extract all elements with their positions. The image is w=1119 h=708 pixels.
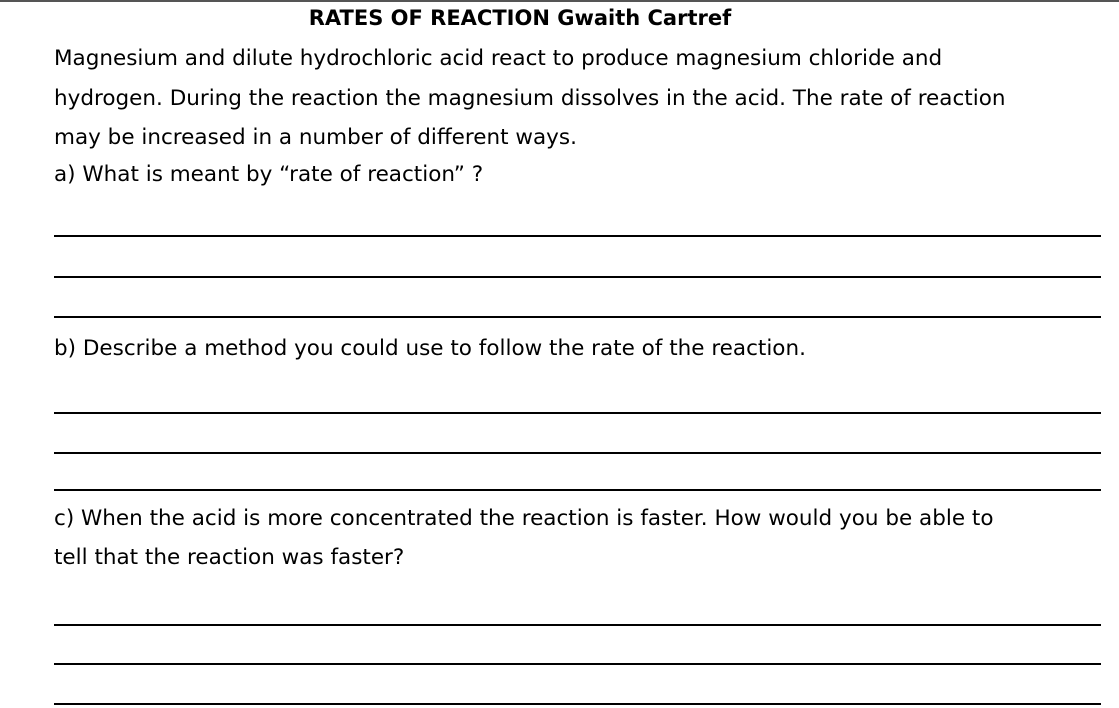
answer-line-a-1[interactable] [54, 235, 1101, 237]
top-border [0, 0, 1119, 2]
answer-line-b-1[interactable] [54, 412, 1101, 414]
intro-line-2: hydrogen. During the reaction the magnesium dissolves in the acid. The rate of reaction [54, 86, 1006, 111]
answer-line-c-1[interactable] [54, 624, 1101, 626]
answer-line-b-2[interactable] [54, 452, 1101, 454]
answer-line-c-2[interactable] [54, 663, 1101, 665]
question-c-line-1: c) When the acid is more concentrated the reaction is faster. How would you be able to [54, 506, 994, 531]
answer-line-a-3[interactable] [54, 316, 1101, 318]
answer-line-b-3[interactable] [54, 489, 1101, 491]
question-c-line-2: tell that the reaction was faster? [54, 545, 405, 570]
question-b: b) Describe a method you could use to follow the rate of the reaction. [54, 336, 806, 361]
answer-line-a-2[interactable] [54, 276, 1101, 278]
question-a: a) What is meant by “rate of reaction” ? [54, 162, 484, 187]
intro-line-3: may be increased in a number of different ways. [54, 125, 577, 150]
answer-line-c-3[interactable] [54, 703, 1101, 705]
worksheet-title: RATES OF REACTION Gwaith Cartref [308, 6, 732, 30]
intro-line-1: Magnesium and dilute hydrochloric acid react to produce magnesium chloride and [54, 46, 943, 71]
